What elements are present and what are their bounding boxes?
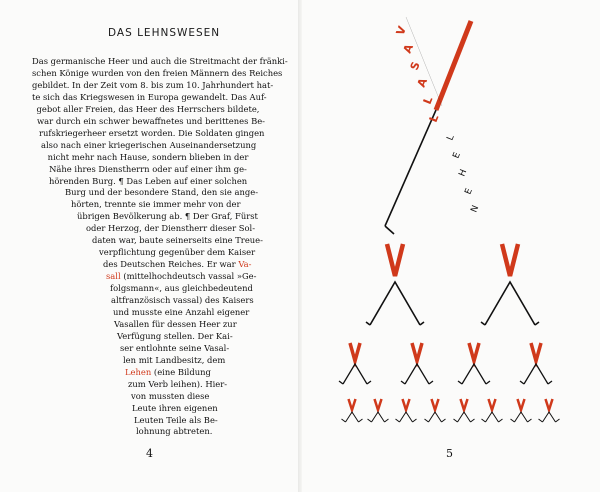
text-run: des Deutschen Reiches. Er war	[103, 259, 239, 270]
feudal-hierarchy-figure	[302, 0, 600, 492]
vassal-mark	[461, 399, 468, 410]
text-run: (eine Bildung	[151, 366, 211, 377]
vasall-letter: A	[400, 42, 416, 56]
text-run: (mittelhochdeutsch vassal »Ge-	[120, 271, 257, 282]
fief-foot	[342, 419, 346, 422]
vasall-letter: S	[407, 59, 423, 73]
fief-foot	[556, 419, 560, 422]
vasall-letter: V	[393, 24, 409, 38]
chapter-title: DAS LEHNSWESEN	[108, 27, 221, 39]
fief-foot	[539, 419, 543, 422]
text-run: von mussten diese	[131, 390, 210, 401]
fief-foot	[458, 381, 462, 384]
vasall-letter: L	[420, 94, 436, 107]
text-run: rufskriegerheer ersetzt worden. Die Soldaten gingen	[39, 127, 265, 138]
highlighted-term: Va-	[238, 259, 252, 270]
fief-foot	[481, 322, 485, 325]
text-run: hörenden Burg. ¶ Das Leben auf einer solchen	[49, 175, 248, 186]
fief-foot	[413, 419, 417, 422]
fief-foot	[471, 419, 475, 422]
vassal-mark	[531, 343, 541, 361]
fief-foot	[499, 419, 503, 422]
fief-foot	[368, 419, 372, 422]
text-run: Das germanische Heer und auch die Streitmacht der fränki-	[32, 56, 288, 66]
lehen-letter: E	[463, 187, 475, 197]
text-run: nicht mehr nach Hause, sondern blieben in der	[47, 151, 249, 162]
lehen-stroke-foot	[385, 226, 394, 234]
text-run: gebildet. In der Zeit vom 8. bis zum 10. Jahrhundert hat-	[32, 79, 274, 90]
text-run: übrigen Bevölkerung ab. ¶ Der Graf, Fürst	[77, 211, 258, 222]
page-number-right: 5	[446, 447, 453, 460]
text-run: Vasallen für dessen Heer zur	[114, 318, 237, 329]
fief-foot	[396, 419, 400, 422]
text-run: war durch ein schwer bewaffnetes und berittenes Be-	[37, 115, 266, 126]
fief-foot	[366, 322, 370, 325]
vassal-mark	[546, 399, 553, 410]
vassal-mark	[387, 244, 403, 276]
fief-foot	[535, 322, 539, 325]
vassal-mark	[432, 399, 439, 410]
text-run: gebot aller Freien, das Heer des Herrschers bildete,	[36, 103, 260, 114]
text-run: hörten, trennte sie immer mehr von der	[71, 199, 241, 210]
text-run: Burg und der besondere Stand, den sie ange-	[65, 187, 259, 198]
lehen-letter: N	[469, 204, 482, 215]
fief-foot	[359, 419, 363, 422]
fief-foot	[511, 419, 515, 422]
highlighted-term: sall	[106, 271, 121, 282]
fief-foot	[486, 381, 490, 384]
text-run: folgsmann«, aus gleichbedeutend	[110, 283, 253, 294]
fief-foot	[385, 419, 389, 422]
text-run: Leuten Teile als Be-	[134, 414, 218, 425]
text-run: ser entlohnte seine Vasal-	[120, 342, 230, 353]
vassal-mark	[489, 399, 496, 410]
fief-foot	[339, 381, 343, 384]
vasall-letter: A	[414, 76, 430, 90]
fief-foot	[442, 419, 446, 422]
text-run: schen Könige wurden von den freien Männern des Reiches	[32, 67, 283, 78]
highlighted-term: Lehen	[125, 366, 152, 377]
text-run: verpflichtung gegenüber dem Kaiser	[99, 247, 256, 258]
fief-mark	[485, 282, 535, 325]
fief-foot	[520, 381, 524, 384]
text-run: lohnung abtreten.	[136, 426, 213, 437]
text-run: zum Verb leihen). Hier-	[128, 378, 228, 389]
vassal-mark	[350, 343, 360, 361]
text-run: te sich das Kriegswesen in Europa gewandelt. Das Auf-	[32, 91, 267, 102]
lehen-letter: L	[445, 133, 457, 143]
vassal-mark	[469, 343, 479, 361]
vassal-mark	[518, 399, 525, 410]
fief-foot	[528, 419, 532, 422]
text-run: len mit Landbesitz, dem	[123, 354, 226, 365]
vassal-mark	[349, 399, 356, 410]
vassal-mark	[412, 343, 422, 361]
vassal-mark	[403, 399, 410, 410]
body-line	[136, 425, 213, 439]
left-page	[0, 0, 298, 492]
page-number-left: 4	[146, 447, 153, 460]
fief-foot	[548, 381, 552, 384]
text-run: Nähe ihres Dienstherrn oder auf einer ihm ge-	[49, 163, 247, 174]
lehen-stroke	[385, 110, 436, 226]
fief-foot	[420, 322, 424, 325]
text-run: Leute ihren eigenen	[132, 402, 218, 413]
fief-foot	[401, 381, 405, 384]
text-run: und musste eine Anzahl eigener	[113, 306, 250, 317]
vasall-stroke	[436, 21, 471, 110]
lehen-letter: E	[451, 151, 463, 161]
vassal-mark	[502, 244, 518, 276]
text-run: also nach einer kriegerischen Auseinandersetzung	[41, 139, 257, 150]
vassal-mark	[375, 399, 382, 410]
fief-foot	[367, 381, 371, 384]
text-run: Verfügung stellen. Der Kai-	[117, 330, 233, 341]
lehen-letter: H	[457, 168, 470, 179]
fief-foot	[454, 419, 458, 422]
fief-mark	[370, 282, 420, 325]
vasall-letter: L	[426, 112, 442, 125]
text-run: oder Herzog, der Dienstherr dieser Sol-	[86, 223, 256, 234]
fief-foot	[482, 419, 486, 422]
text-run: altfranzösisch vassal) des Kaisers	[111, 295, 254, 305]
fief-foot	[429, 381, 433, 384]
text-run: daten war, baute seinerseits eine Treue-	[92, 235, 263, 246]
fief-foot	[425, 419, 429, 422]
